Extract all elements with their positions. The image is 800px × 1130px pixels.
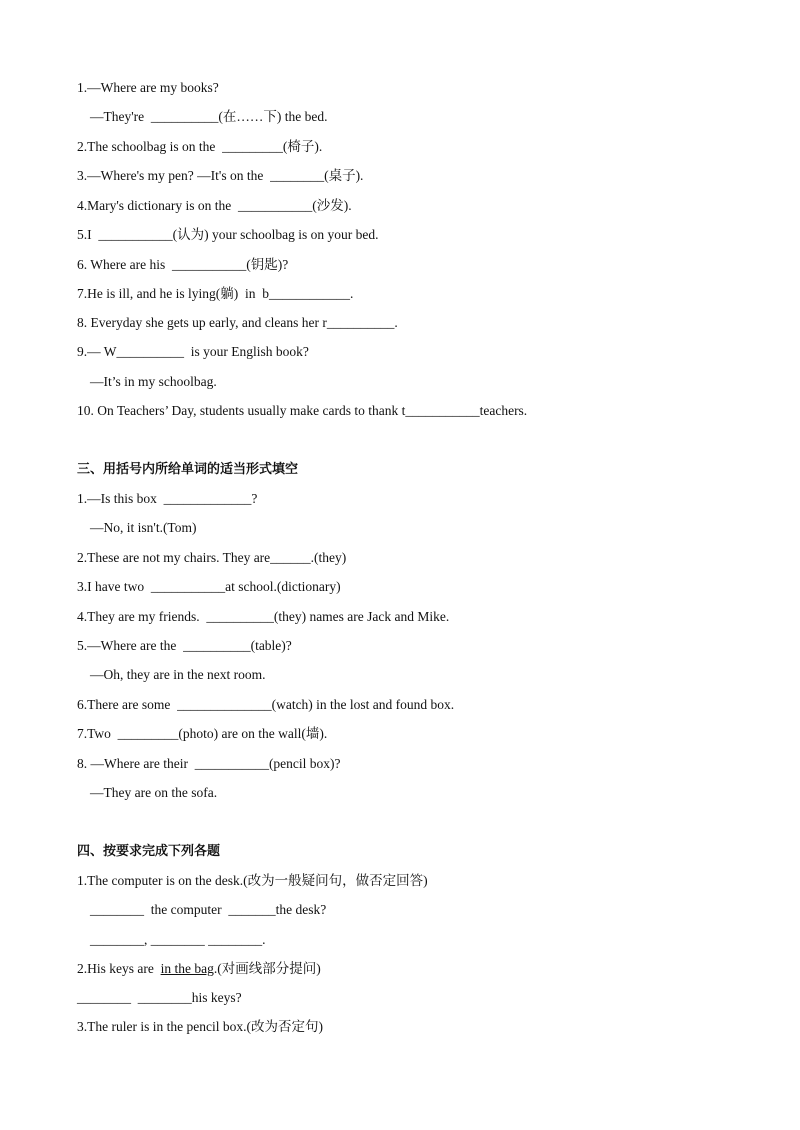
- s2-q10: 10. On Teachers’ Day, students usually make cards to thank t___________teachers.: [77, 403, 528, 418]
- s2-q4: 4.Mary's dictionary is on the ___________(沙发).: [77, 198, 352, 213]
- s2-q8: 8. Everyday she gets up early, and cleans her r__________.: [77, 315, 398, 330]
- s3-q3: 3.I have two ___________at school.(dictionary): [77, 579, 341, 594]
- s3-q7: 7.Two _________(photo) are on the wall(墙).: [77, 726, 328, 741]
- s4-q2-underlined: in the bag: [160, 961, 214, 976]
- s3-q6: 6.There are some ______________(watch) in the lost and found box.: [77, 697, 455, 712]
- s4-q3: 3.The ruler is in the pencil box.(改为否定句): [77, 1019, 323, 1034]
- s2-q1: 1.—Where are my books?: [77, 80, 219, 95]
- s4-q1-line2: ________, ________ ________.: [90, 932, 266, 947]
- s3-q8-answer: —They are on the sofa.: [90, 785, 218, 800]
- s4-q2-line: ________ ________his keys?: [77, 990, 242, 1005]
- s3-q1: 1.—Is this box _____________?: [77, 491, 258, 506]
- s2-q1-answer: —They're __________(在……下) the bed.: [90, 109, 328, 124]
- s3-q4: 4.They are my friends. __________(they) names are Jack and Mike.: [77, 609, 450, 624]
- section4-heading: 四、按要求完成下列各题: [77, 844, 221, 859]
- s3-q2: 2.These are not my chairs. They are______.(they): [77, 550, 347, 565]
- s3-q5-answer: —Oh, they are in the next room.: [90, 667, 266, 682]
- s2-q3: 3.—Where's my pen? —It's on the ________(桌子).: [77, 168, 364, 183]
- s2-q9-answer: —It’s in my schoolbag.: [90, 374, 217, 389]
- s4-q2-suffix: .(对画线部分提问): [213, 961, 321, 976]
- section3-heading: 三、用括号内所给单词的适当形式填空: [77, 462, 299, 477]
- s3-q8: 8. —Where are their ___________(pencil box)?: [77, 756, 341, 771]
- s2-q7: 7.He is ill, and he is lying(躺) in b____________.: [77, 286, 354, 301]
- s2-q2: 2.The schoolbag is on the _________(椅子).: [77, 139, 323, 154]
- s4-q2-prefix: 2.His keys are: [77, 961, 161, 976]
- s2-q9: 9.— W__________ is your English book?: [77, 344, 309, 359]
- s4-q1-line1: ________ the computer _______the desk?: [90, 902, 327, 917]
- s4-q1: 1.The computer is on the desk.(改为一般疑问句，做否定回答): [77, 873, 428, 888]
- s2-q6: 6. Where are his ___________(钥匙)?: [77, 257, 289, 272]
- s2-q5: 5.I ___________(认为) your schoolbag is on your bed.: [77, 227, 379, 242]
- s3-q5: 5.—Where are the __________(table)?: [77, 638, 292, 653]
- s4-q2: [77, 960, 321, 978]
- s3-q1-answer: —No, it isn't.(Tom): [90, 520, 197, 535]
